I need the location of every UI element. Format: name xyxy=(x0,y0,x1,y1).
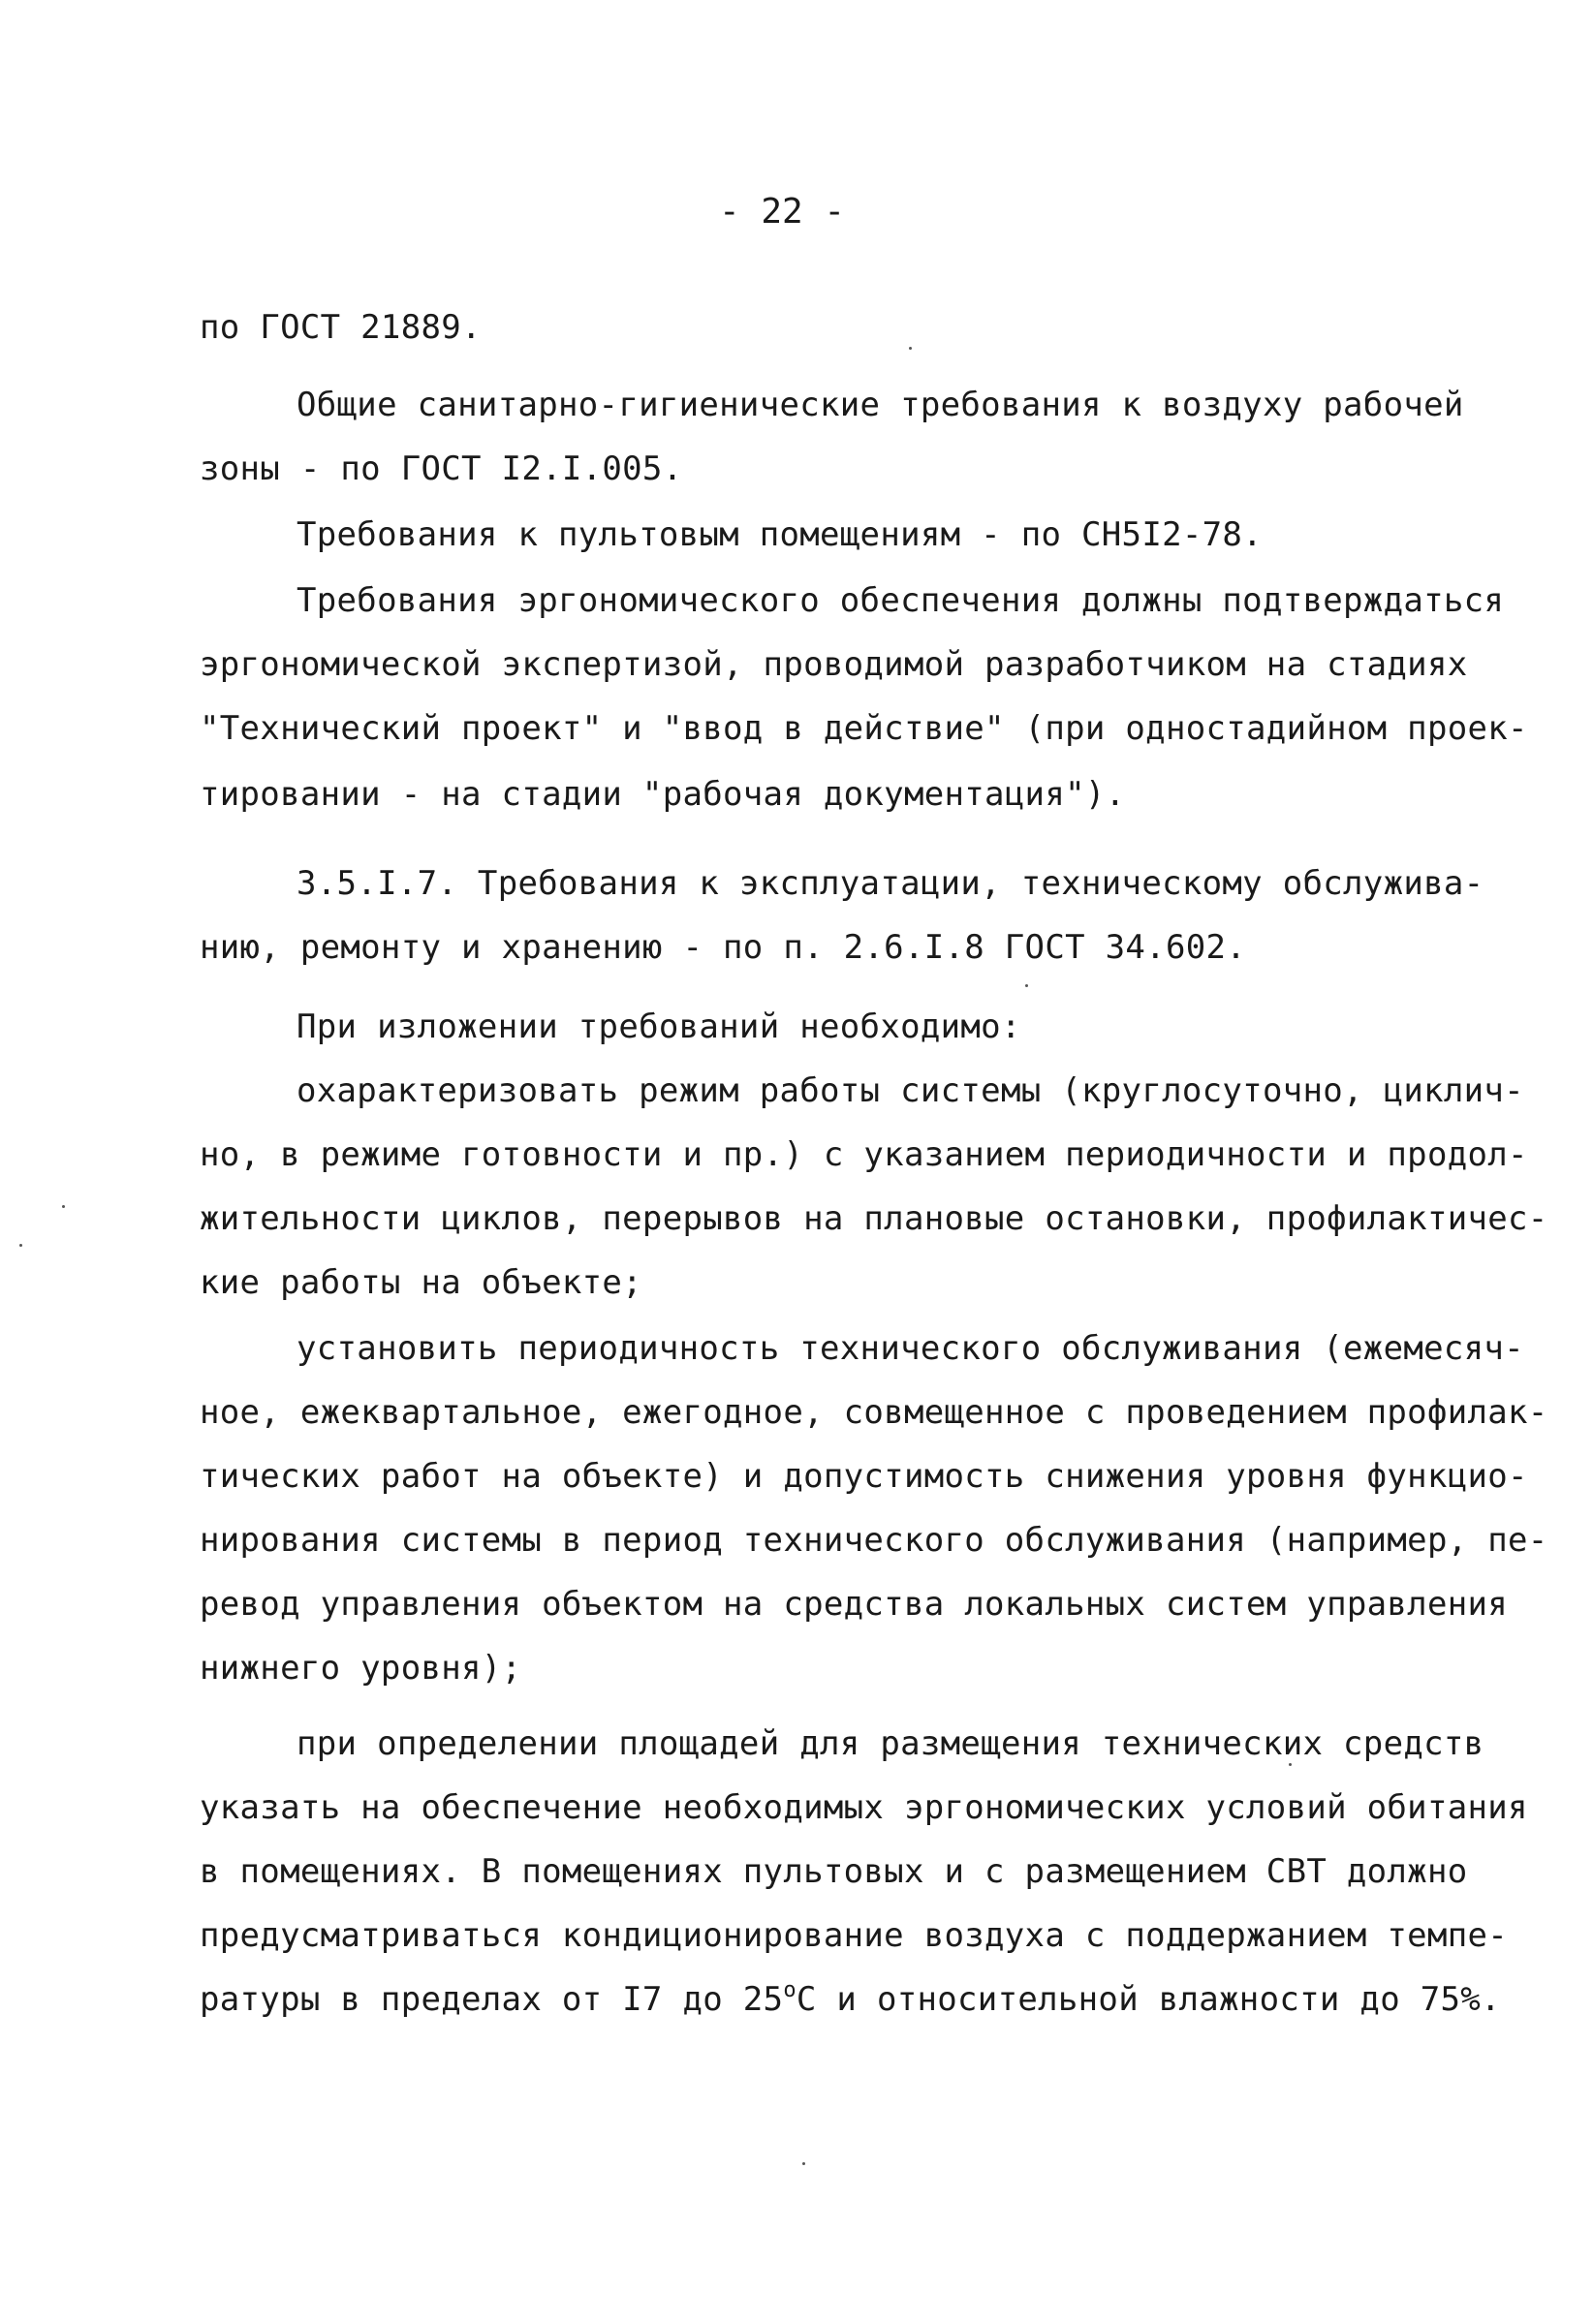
text-line: при определении площадей для размещения технических средств xyxy=(297,1724,1484,1763)
text-line: нирования системы в период технического обслуживания (например, пе- xyxy=(200,1521,1548,1560)
text-line: указать на обеспечение необходимых эргономических условий обитания xyxy=(200,1788,1528,1827)
text-line: в помещениях. В помещениях пультовых и с размещением СВТ должно xyxy=(200,1852,1468,1891)
text-line: кие работы на объекте; xyxy=(200,1263,642,1302)
scan-speck xyxy=(909,347,912,350)
text-line: установить периодичность технического обслуживания (ежемесяч- xyxy=(297,1329,1524,1368)
text-line: Требования эргономического обеспечения должны подтверждаться xyxy=(297,581,1505,620)
text-line: нию, ремонту и хранению - по п. 2.6.I.8 ГОСТ 34.602. xyxy=(200,928,1247,967)
text-line: ное, ежеквартальное, ежегодное, совмещенное с проведением профилак- xyxy=(200,1393,1548,1432)
text-line: "Технический проект" и "ввод в действие" (при одностадийном проек- xyxy=(200,709,1528,748)
text-fragment: C и относительной влажности до 75%. xyxy=(796,1980,1501,2019)
text-line: Общие санитарно-гигиенические требования к воздуху рабочей xyxy=(297,386,1464,424)
scan-speck xyxy=(1289,1763,1292,1766)
text-line: При изложении требований необходимо: xyxy=(297,1007,1021,1046)
text-line: жительности циклов, перерывов на плановые остановки, профилактичес- xyxy=(200,1199,1548,1238)
text-line: зоны - по ГОСТ I2.I.005. xyxy=(200,449,683,488)
scan-speck xyxy=(19,1244,22,1247)
degree-sign: o xyxy=(783,1978,796,2002)
section-heading-line: 3.5.I.7. Требования к эксплуатации, техническому обслужива- xyxy=(297,864,1484,903)
page-number: - 22 - xyxy=(719,192,846,232)
text-line: эргономической экспертизой, проводимой разработчиком на стадиях xyxy=(200,645,1468,684)
text-line-last xyxy=(200,1980,1501,2019)
text-line: по ГОСТ 21889. xyxy=(200,308,482,347)
text-line: тических работ на объекте) и допустимость снижения уровня функцио- xyxy=(200,1457,1528,1496)
text-line: предусматриваться кондиционирование воздуха с поддержанием темпе- xyxy=(200,1916,1509,1955)
scan-speck xyxy=(62,1205,65,1208)
text-line: но, в режиме готовности и пр.) с указанием периодичности и продол- xyxy=(200,1135,1528,1174)
scan-speck xyxy=(802,2162,805,2165)
text-line: нижнего уровня); xyxy=(200,1649,522,1688)
text-line: тировании - на стадии "рабочая документация"). xyxy=(200,775,1126,814)
text-line: Требования к пультовым помещениям - по СН5I2-78. xyxy=(297,515,1263,554)
text-line: ревод управления объектом на средства локальных систем управления xyxy=(200,1585,1509,1624)
text-fragment: ратуры в пределах от I7 до 25 xyxy=(200,1980,784,2019)
text-line: охарактеризовать режим работы системы (круглосуточно, циклич- xyxy=(297,1071,1524,1110)
scan-speck xyxy=(1025,984,1028,987)
